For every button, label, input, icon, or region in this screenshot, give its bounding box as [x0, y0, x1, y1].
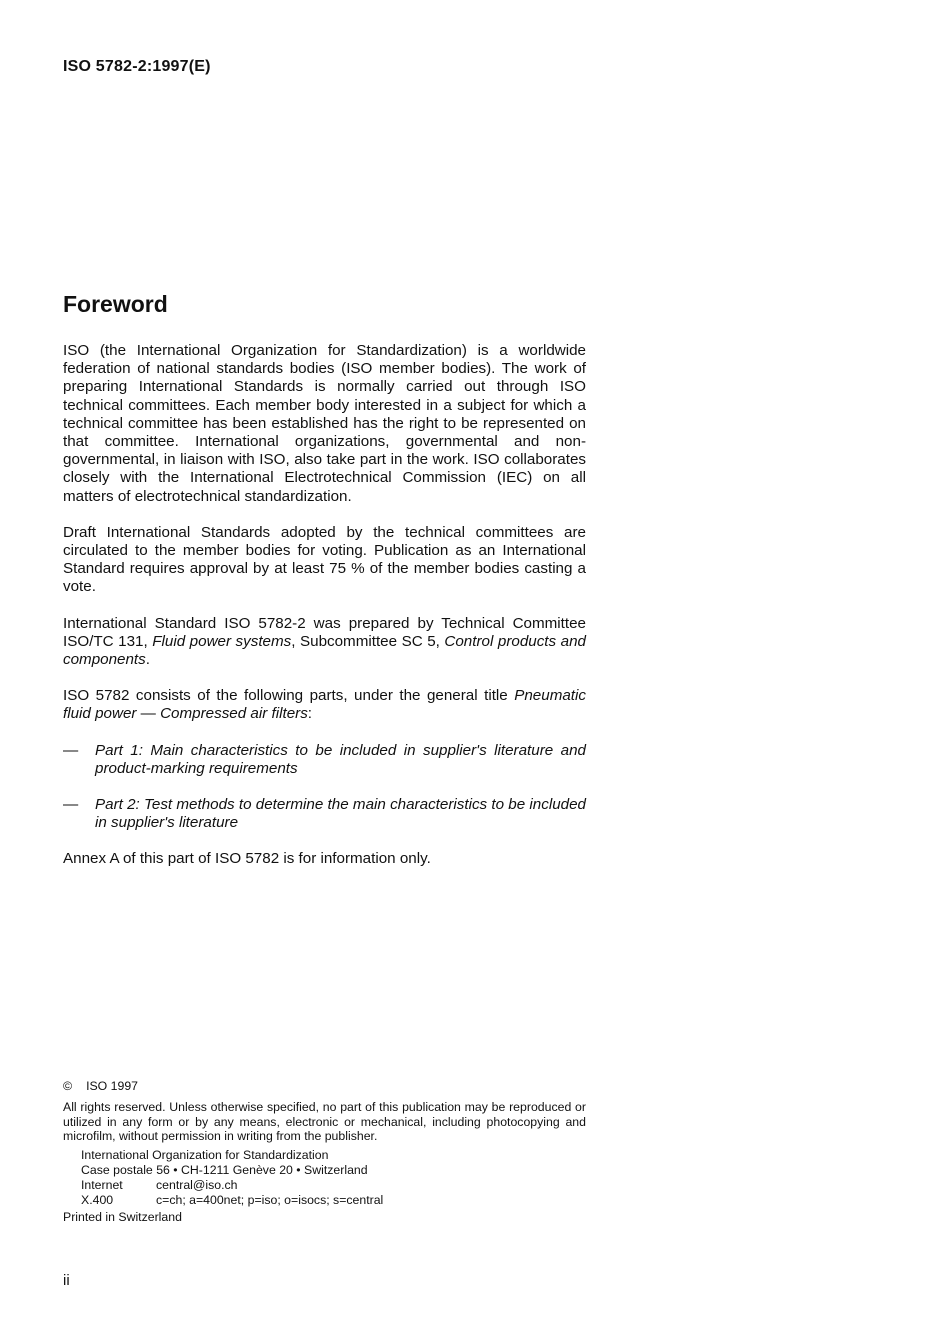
internet-address: central@iso.ch	[156, 1177, 238, 1192]
copyright-symbol: ©	[63, 1079, 73, 1093]
foreword-heading: Foreword	[63, 291, 168, 317]
general-title-part1: Pneumatic fluid power	[63, 687, 586, 723]
x400-row	[81, 1193, 586, 1208]
general-title-part2: Compressed air filters	[160, 705, 308, 723]
copyright-block	[63, 1079, 586, 1225]
period: .	[145, 651, 150, 669]
parts-intro-text: ISO 5782 consists of the following parts, under the general title	[63, 687, 515, 705]
paragraph-parts-intro	[63, 687, 586, 723]
list-dash: —	[63, 741, 79, 759]
document-id-header: ISO 5782-2:1997(E)	[63, 58, 211, 75]
publisher-name: International Organization for Standardization	[81, 1148, 329, 1163]
page-number: ii	[63, 1272, 70, 1289]
copyright-line	[63, 1079, 586, 1094]
copyright-year: ISO 1997	[86, 1079, 139, 1093]
list-item-part-1	[63, 742, 586, 778]
foreword-body	[63, 342, 586, 887]
subcommittee-text: , Subcommittee SC 5,	[291, 632, 445, 650]
paragraph-iso-intro: ISO (the International Organization for Standardization) is a worldwide federation of national standards bodies (ISO member bodies). The work of preparing International Standards is normally carried out through ISO technical committees. Each member body interested in a subject for which a technical committee has been established has the right to be represented on that committee. International organizations, governmental and non-governmental, in liaison with ISO, also take part in the work. ISO collaborates closely with the International Electrotechnical Commission (IEC) on all matters of electrotechnical standardization.	[63, 342, 586, 505]
paragraph-prepared-by	[63, 615, 586, 670]
part-1-title: Part 1: Main characteristics to be included in supplier's literature and product-marking requirements	[95, 741, 586, 777]
internet-label: Internet	[81, 1177, 123, 1192]
prepared-by-text: International Standard ISO 5782-2 was prepared by Technical Committee ISO/TC 131,	[63, 614, 586, 650]
colon: :	[307, 705, 313, 723]
committee-title: Fluid power systems	[152, 632, 292, 650]
paragraph-annex-note: Annex A of this part of ISO 5782 is for information only.	[63, 850, 431, 868]
em-dash: —	[136, 705, 161, 723]
list-dash: —	[63, 796, 79, 814]
subcommittee-title: Control products and components	[63, 632, 586, 669]
x400-label: X.400	[81, 1192, 114, 1207]
printed-in: Printed in Switzerland	[63, 1210, 182, 1225]
internet-row	[81, 1178, 586, 1193]
x400-address: c=ch; a=400net; p=iso; o=isocs; s=central	[156, 1192, 384, 1207]
postal-address: Case postale 56 • CH-1211 Genève 20 • Switzerland	[81, 1162, 368, 1177]
part-2-title: Part 2: Test methods to determine the main characteristics to be included in supplier's literature	[95, 796, 586, 832]
rights-statement: All rights reserved. Unless otherwise specified, no part of this publication may be reproduced or utilized in any form or by any means, electronic or mechanical, including photocopying and microfilm, without permission in writing from the publisher.	[63, 1099, 586, 1144]
list-item-part-2	[63, 796, 586, 832]
publisher-address	[63, 1148, 586, 1207]
paragraph-draft-standards: Draft International Standards adopted by the technical committees are circulated to the member bodies for voting. Publication as an International Standard requires approval by at least 75 % of the member bodies casting a vote.	[63, 523, 586, 596]
